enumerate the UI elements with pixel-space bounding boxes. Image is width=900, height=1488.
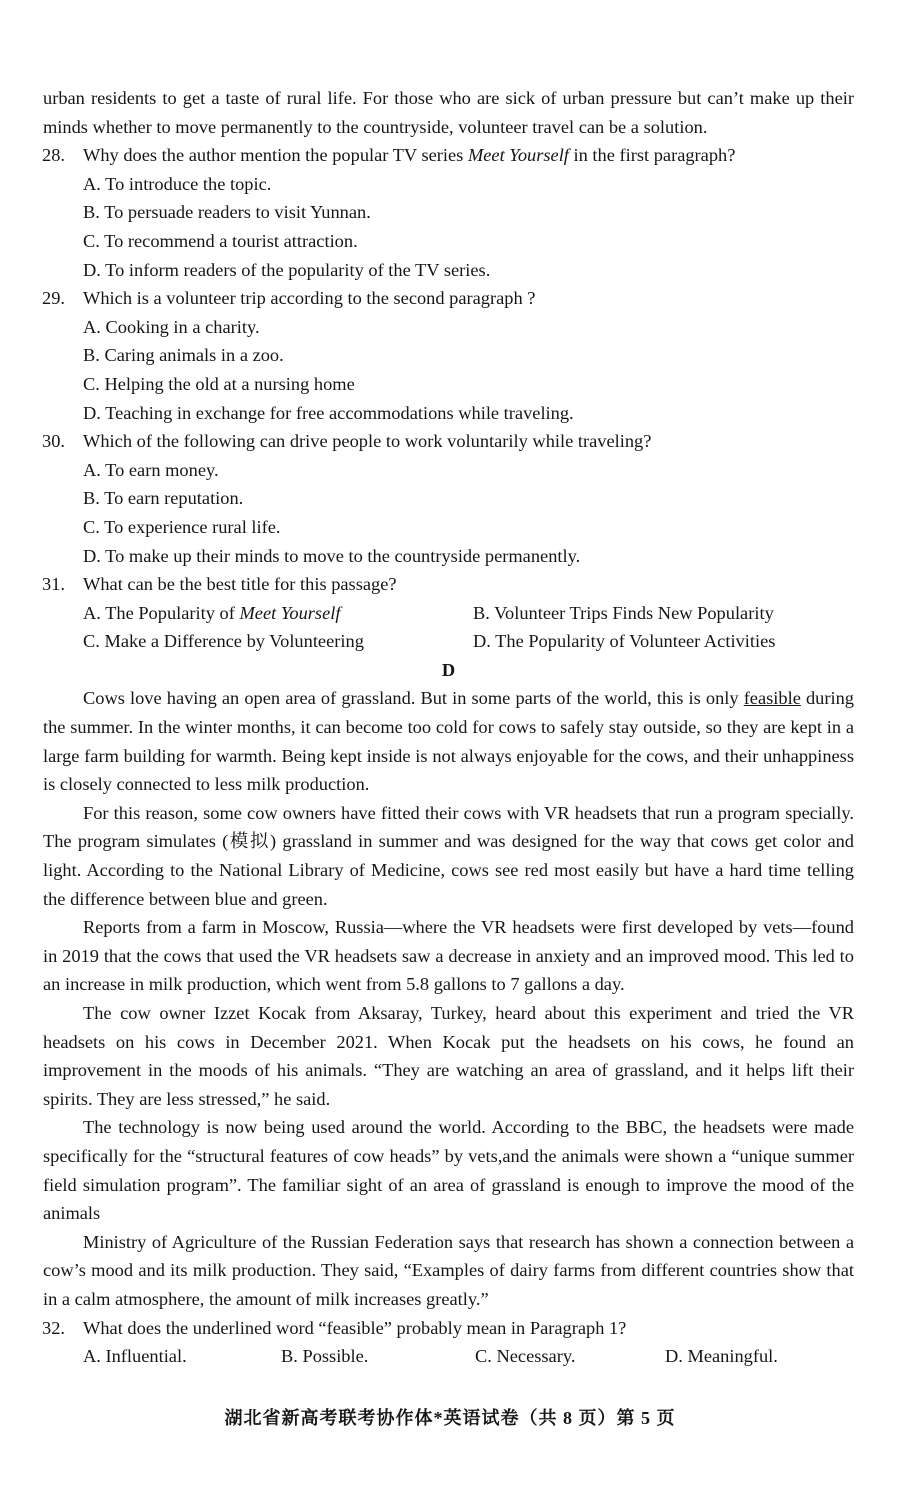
option-b: B. To persuade readers to visit Yunnan. bbox=[83, 202, 371, 223]
passage-d-paragraph-6: Ministry of Agriculture of the Russian Federation says that research has shown a connection between a cow’s mood and its milk production. They said, “Examples of dairy farms from different countries show that in a calm atmosphere, the amount of milk increases greatly.” bbox=[43, 1231, 854, 1309]
question-stem: 30. Which of the following can drive people to work voluntarily while traveling? bbox=[43, 427, 854, 456]
question-stem: 31. What can be the best title for this passage? bbox=[43, 570, 854, 599]
option-d: D. Teaching in exchange for free accommodations while traveling. bbox=[83, 402, 574, 423]
option-b: B. To earn reputation. bbox=[83, 488, 244, 509]
question-number: 29. bbox=[42, 288, 65, 309]
option-a: A. To introduce the topic. bbox=[83, 173, 272, 194]
option-a: A. To earn money. bbox=[83, 459, 219, 480]
passage-d-paragraph-4: The cow owner Izzet Kocak from Aksaray, Turkey, heard about this experiment and tried the VR headsets on his cows in December 2021. When Kocak put the headsets on his cows, he found an improvement in the moods of his animals. “They are watching an area of grassland, and it helps lift their spirits. They are less stressed,” he said. bbox=[43, 1003, 854, 1109]
option-d: D. The Popularity of Volunteer Activities bbox=[473, 631, 776, 652]
passage-d-paragraph-2: For this reason, some cow owners have fitted their cows with VR headsets that run a program specially. The program simulates (模拟) grassland in summer and was designed for the way that cows get color and light. According to the National Library of Medicine, cows see red most easily but have a hard time telling the difference between blue and green. bbox=[43, 802, 854, 909]
question-number: 28. bbox=[42, 145, 65, 166]
option-b: B. Caring animals in a zoo. bbox=[83, 345, 284, 366]
tv-series-title: Meet Yourself bbox=[467, 145, 569, 166]
question-number: 30. bbox=[42, 431, 65, 452]
options-row-2 bbox=[43, 627, 854, 656]
question-31 bbox=[43, 570, 854, 656]
option-b: B. Volunteer Trips Finds New Popularity bbox=[473, 602, 774, 623]
page-footer: 湖北省新高考联考协作体*英语试卷（共 8 页）第 5 页 bbox=[224, 1408, 676, 1428]
option-c: C. To experience rural life. bbox=[83, 516, 281, 537]
option-c: C. To recommend a tourist attraction. bbox=[83, 230, 358, 251]
question-32 bbox=[43, 1314, 854, 1371]
option-a: A. The Popularity of Meet Yourself bbox=[83, 602, 341, 623]
option-d: D. To inform readers of the popularity of the TV series. bbox=[83, 259, 491, 280]
option-a: A. Influential. bbox=[83, 1346, 187, 1367]
underlined-word: feasible bbox=[743, 688, 801, 709]
option-c: C. Necessary. bbox=[475, 1346, 576, 1367]
question-29 bbox=[43, 284, 854, 427]
options-row-1 bbox=[43, 599, 854, 628]
passage-c-ending: urban residents to get a taste of rural life. For those who are sick of urban pressure but can’t make up their minds whether to move permanently to the countryside, volunteer travel can be a solution. bbox=[43, 88, 854, 137]
question-number: 31. bbox=[42, 574, 65, 595]
passage-d-paragraph-5: The technology is now being used around the world. According to the BBC, the headsets were made specifically for the “structural features of cow heads” by vets,and the animals were shown a “unique summer field simulation program”. The familiar sight of an area of grassland is enough to improve the mood of the animals bbox=[43, 1117, 854, 1224]
question-number: 32. bbox=[42, 1317, 65, 1338]
question-30 bbox=[43, 427, 854, 570]
passage-d-paragraph-3: Reports from a farm in Moscow, Russia—where the VR headsets were first developed by vets—found in 2019 that the cows that used the VR headsets saw a decrease in anxiety and an improved mood. This led to an increase in milk production, which went from 5.8 gallons to 7 gallons a day. bbox=[43, 917, 854, 995]
option-d: D. To make up their minds to move to the countryside permanently. bbox=[83, 545, 581, 566]
question-stem: 29. Which is a volunteer trip according to the second paragraph ? bbox=[43, 284, 854, 313]
option-a: A. Cooking in a charity. bbox=[83, 316, 260, 337]
option-c: C. Make a Difference by Volunteering bbox=[83, 631, 364, 652]
option-b: B. Possible. bbox=[281, 1346, 369, 1367]
question-28 bbox=[43, 141, 854, 284]
question-stem: 32. What does the underlined word “feasible” probably mean in Paragraph 1? bbox=[43, 1314, 854, 1343]
option-d: D. Meaningful. bbox=[665, 1346, 778, 1367]
question-stem: 28. Why does the author mention the popular TV series Meet Yourself in the first paragraph? bbox=[43, 141, 854, 170]
section-heading: D bbox=[441, 659, 456, 680]
option-c: C. Helping the old at a nursing home bbox=[83, 373, 355, 394]
passage-d-paragraph-1: Cows love having an open area of grassland. But in some parts of the world, this is only feasible during the summer. In the winter months, it can become too cold for cows to safely stay outside, so they are kept in a large farm building for warmth. Being kept inside is not always enjoyable for the cows, and their unhappiness is closely connected to less milk production. bbox=[43, 688, 854, 795]
options-row bbox=[43, 1342, 854, 1371]
